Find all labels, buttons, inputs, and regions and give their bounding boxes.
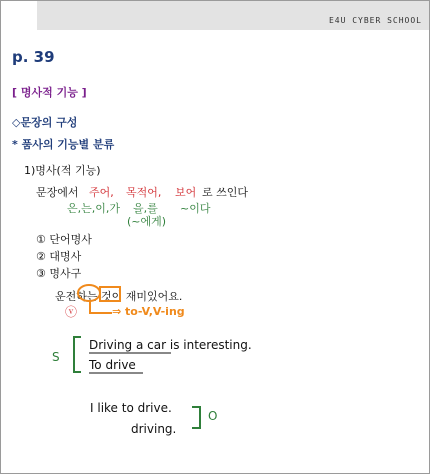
noun-type-word: ① 단어명사 (36, 233, 92, 246)
particle-subject: 은,는,이,가 (67, 202, 120, 215)
heading-sentence-structure: ◇문장의 구성 (12, 116, 78, 129)
section-title: [ 명사적 기능 ] (12, 86, 87, 99)
particle-object-alt: (~에게) (127, 215, 167, 228)
circle-hanun (78, 285, 100, 301)
role-subject: 주어, (89, 186, 114, 199)
phrase-driving-a-car: Driving a car (89, 338, 167, 352)
example-korean-sentence: 운전하는 것이 재미있어요. (55, 290, 183, 303)
example-to-drive: To drive (89, 358, 136, 372)
role-complement: 보어 (175, 186, 197, 199)
example-driving: driving. (131, 422, 177, 436)
brand-label: E4U CYBER SCHOOL (328, 16, 422, 25)
verb-mark: ⓥ (65, 305, 78, 319)
sentence-suffix: 로 쓰인다 (202, 186, 249, 199)
example-i-like-to-drive: I like to drive. (90, 401, 172, 415)
phrase-is-interesting: is interesting. (166, 338, 252, 352)
bracket-subject (74, 337, 81, 372)
heading-part-of-speech: * 품사의 기능별 분류 (12, 138, 115, 151)
example-driving-a-car (89, 338, 252, 352)
role-object: 목적어, (126, 186, 162, 199)
connector-line (90, 301, 112, 313)
page-number: p. 39 (12, 48, 55, 66)
noun-type-phrase: ③ 명사구 (36, 267, 82, 280)
particle-object: 을,를 (133, 202, 158, 215)
label-object: O (208, 409, 218, 423)
noun-subtitle: 1)명사(적 기능) (24, 164, 101, 177)
label-subject: S (52, 350, 60, 364)
box-geot (100, 287, 120, 301)
particle-complement: ~이다 (180, 202, 211, 215)
noun-type-pronoun: ② 대명사 (36, 250, 82, 263)
sentence-prefix: 문장에서 (36, 186, 79, 199)
bracket-object (192, 407, 200, 428)
to-v-ing-note: ⇒ to-V,V-ing (112, 305, 185, 318)
